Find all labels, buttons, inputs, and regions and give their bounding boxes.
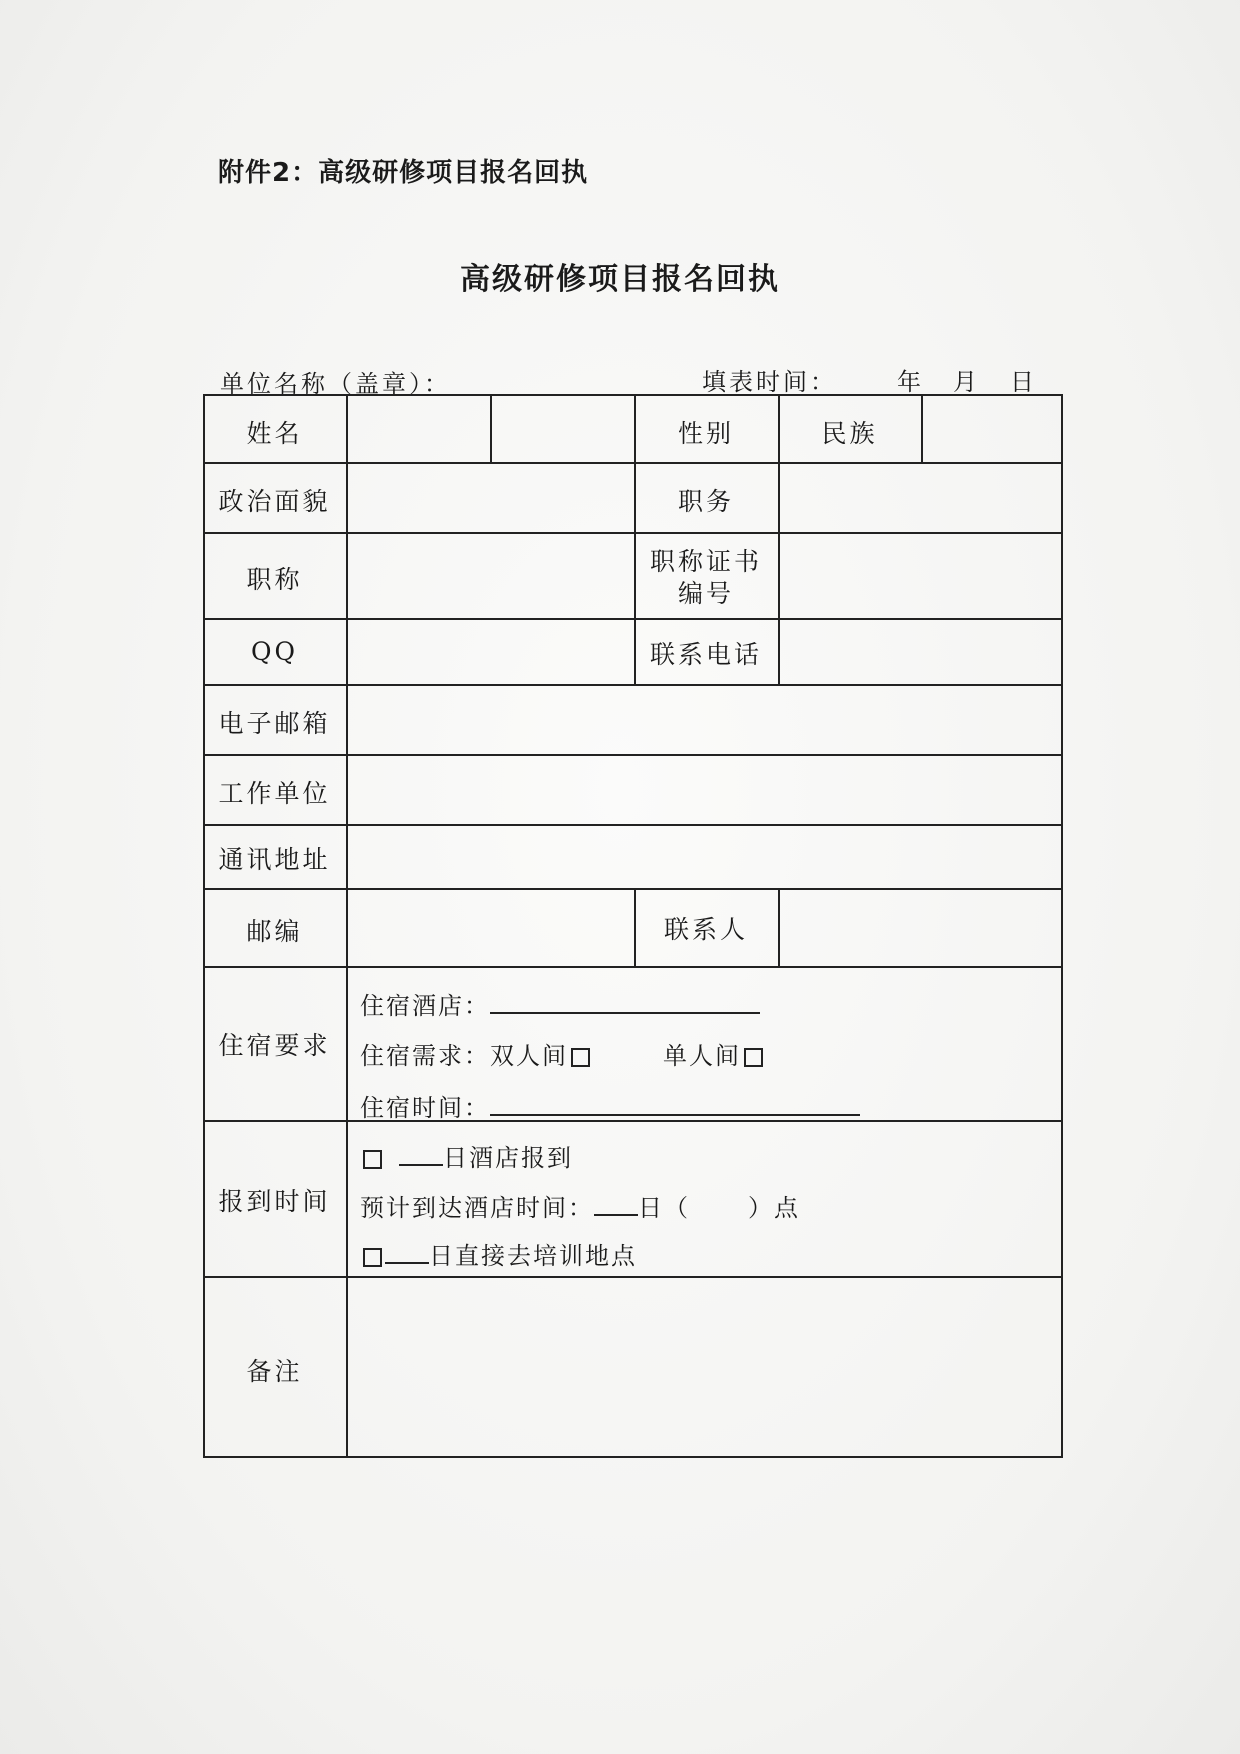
row-divider [203,824,1063,826]
professional-title-label: 职称 [246,565,303,594]
year-label: 年 [897,368,921,396]
hotel-blank[interactable] [490,990,760,1014]
row-divider [203,618,1063,620]
double-room-checkbox[interactable] [571,1048,590,1067]
room-need-label: 住宿需求： [360,1042,490,1070]
unit-name-label: 单位名称（盖章）： [220,370,451,398]
accommodation-label: 住宿要求 [218,1031,331,1060]
row-divider [203,532,1063,534]
stay-time-blank[interactable] [490,1092,860,1116]
political-status-label: 政治面貌 [218,487,331,516]
arrival-day-blank[interactable] [594,1192,638,1216]
contact-person-label: 联系人 [663,915,748,944]
row-divider [203,888,1063,890]
hotel-checkin-line [360,1138,573,1173]
ethnicity-label: 民族 [821,419,878,448]
label-column-divider [346,394,348,1458]
room-need-line [360,1036,766,1071]
hotel-checkin-text: 日酒店报到 [443,1144,573,1172]
stay-time-line [360,1088,860,1123]
day-label: 日 [1010,368,1034,396]
hotel-line [360,986,760,1021]
month-label: 月 [953,368,977,396]
name-label: 姓名 [246,419,303,448]
direct-day-blank[interactable] [385,1240,429,1264]
position-label: 职务 [677,487,734,516]
direct-training-checkbox[interactable] [363,1248,382,1267]
expected-arrival-day: 日（ [638,1194,690,1222]
table-border-top [203,394,1063,396]
registration-form-table [203,394,1063,1458]
page-title: 高级研修项目报名回执 [460,262,780,297]
checkin-day-blank[interactable] [399,1142,443,1166]
single-room-checkbox[interactable] [744,1048,763,1067]
direct-training-text: 日直接去培训地点 [429,1242,637,1270]
row-divider [203,462,1063,464]
column-divider [778,888,780,966]
column-divider [490,394,492,462]
double-room-option: 双人间 [490,1042,568,1070]
row-divider [203,1276,1063,1278]
qq-label: QQ [251,637,298,666]
arrival-time-label: 报到时间 [218,1187,331,1216]
phone-label: 联系电话 [649,640,762,669]
direct-training-line [360,1236,637,1271]
fill-date-label: 填表时间： [702,368,837,396]
table-border-bottom [203,1456,1063,1458]
remarks-label: 备注 [246,1357,303,1386]
row-divider [203,966,1063,968]
address-label: 通讯地址 [218,845,331,874]
row-divider [203,754,1063,756]
certificate-number-label-line1: 职称证书 [649,547,762,576]
postcode-label: 邮编 [246,917,303,946]
row-divider [203,684,1063,686]
gender-label: 性别 [677,419,734,448]
expected-arrival-label: 预计到达酒店时间： [360,1194,594,1222]
table-border-right [1061,394,1063,1458]
attachment-heading: 附件2：高级研修项目报名回执 [218,158,589,188]
certificate-number-label-line2: 编号 [677,579,734,608]
certificate-number-label [634,546,778,610]
expected-arrival-hour: ）点 [748,1194,800,1222]
hotel-label: 住宿酒店： [360,992,490,1020]
expected-arrival-line [360,1188,800,1223]
stay-time-label: 住宿时间： [360,1094,490,1122]
email-label: 电子邮箱 [218,709,331,738]
hotel-checkin-checkbox[interactable] [363,1150,382,1169]
employer-label: 工作单位 [218,779,331,808]
single-room-option: 单人间 [663,1042,741,1070]
column-divider [921,394,923,462]
